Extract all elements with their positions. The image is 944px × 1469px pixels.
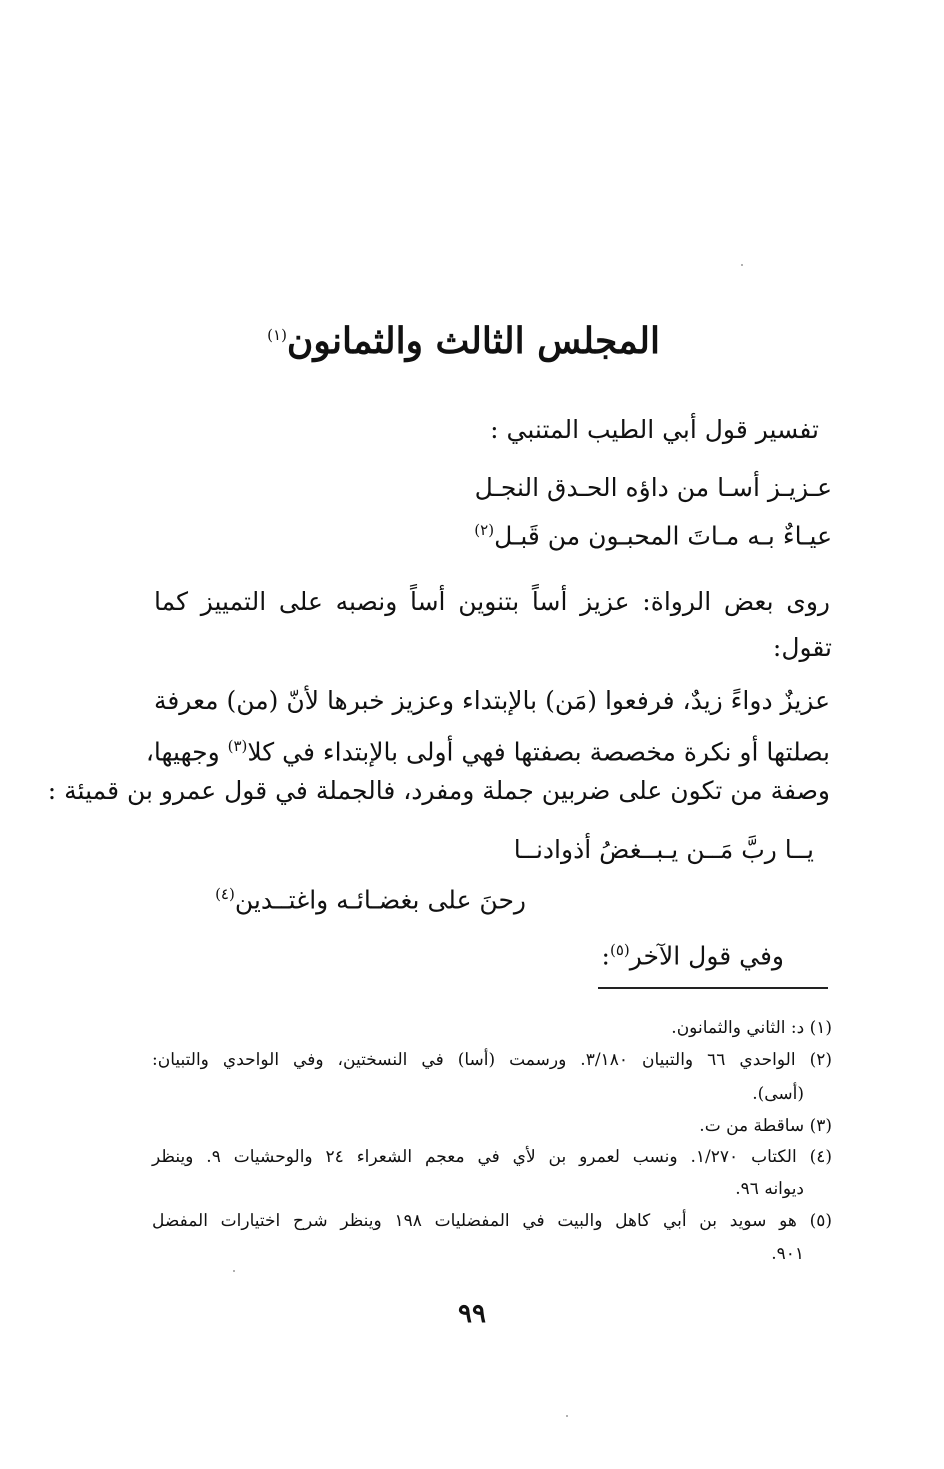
scan-speck bbox=[233, 1270, 235, 1272]
footnote-5-continuation: ٩٠١. bbox=[771, 1244, 804, 1264]
para2-line2: بصلتها أو نكرة مخصصة بصفتها فهي أولى بالإبتداء في كلا$^{(٣)}$ وجهيها، bbox=[145, 737, 830, 767]
footnote-2-continuation: (أسى). bbox=[752, 1084, 804, 1104]
para1-line2: تقول: bbox=[772, 633, 832, 662]
intro-line: تفسير قول أبي الطيب المتنبي : bbox=[490, 415, 819, 444]
verse2-hemistich2: رحنَ على بغضـائـه واغتــدين$^{(٤)}$ bbox=[215, 885, 526, 915]
footnote-4: (٤) الكتاب ١/٢٧٠. ونسب لعمرو بن لأي في معجم الشعراء ٢٤ والوحشيات ٩. وينظر bbox=[152, 1147, 832, 1167]
verse1-footnote-marker: (٢) bbox=[474, 521, 495, 539]
verse2-footnote-marker: (٤) bbox=[215, 885, 235, 903]
para2-footnote-marker: (٣) bbox=[227, 737, 248, 755]
para1-line1: روى بعض الرواة: عزيز أساً بتنوين أساً ونصبه على التمييز كما bbox=[154, 587, 830, 616]
scan-speck bbox=[741, 264, 743, 266]
lead-in-line: وفي قول الآخر$^{(٥)}$: bbox=[601, 941, 784, 971]
footnote-5: (٥) هو سويد بن أبي كاهل والبيت في المفضليات ١٩٨ وينظر شرح اختيارات المفضل bbox=[152, 1211, 833, 1231]
verse2-hemistich1: يــا ربَّ مَــن يـبــغضُ أذوادنــا bbox=[513, 835, 814, 864]
footnote-1: (١) د: الثاني والثمانون. bbox=[671, 1018, 832, 1038]
footnote-separator bbox=[598, 987, 828, 989]
footnote-2: (٢) الواحدي ٦٦ والتبيان ٣/١٨٠. ورسمت (أسا) في النسختين، وفي الواحدي والتبيان: bbox=[152, 1050, 832, 1070]
para2-line1: عزيزٌ دواءً زيدٌ، فرفعوا (مَن) بالإبتداء وعزيز خبرها لأنّ (من) معرفة bbox=[153, 686, 830, 715]
lead-in-footnote-marker: (٥) bbox=[609, 941, 630, 959]
title-footnote-marker: (١) bbox=[267, 326, 287, 344]
chapter-title: المجلس الثالث والثمانون$^{(١)}$ bbox=[267, 320, 660, 362]
verse1-hemistich2: عيـاءٌ بـه مـاتَ المحبـون من قَبـل$^{(٢)}$ bbox=[474, 521, 832, 551]
footnote-4-continuation: ديوانه ٩٦. bbox=[735, 1179, 804, 1199]
scan-speck bbox=[566, 1415, 568, 1417]
verse1-hemistich1: عـزيـز أسـا من داؤه الحـدق النجـل bbox=[474, 473, 832, 502]
para2-line3: وصفة من تكون على ضربين جملة ومفرد، فالجملة في قول عمرو بن قميئة : bbox=[47, 776, 830, 805]
footnote-3: (٣) ساقطة من ت. bbox=[699, 1116, 832, 1136]
page-number: ٩٩ bbox=[458, 1299, 486, 1329]
